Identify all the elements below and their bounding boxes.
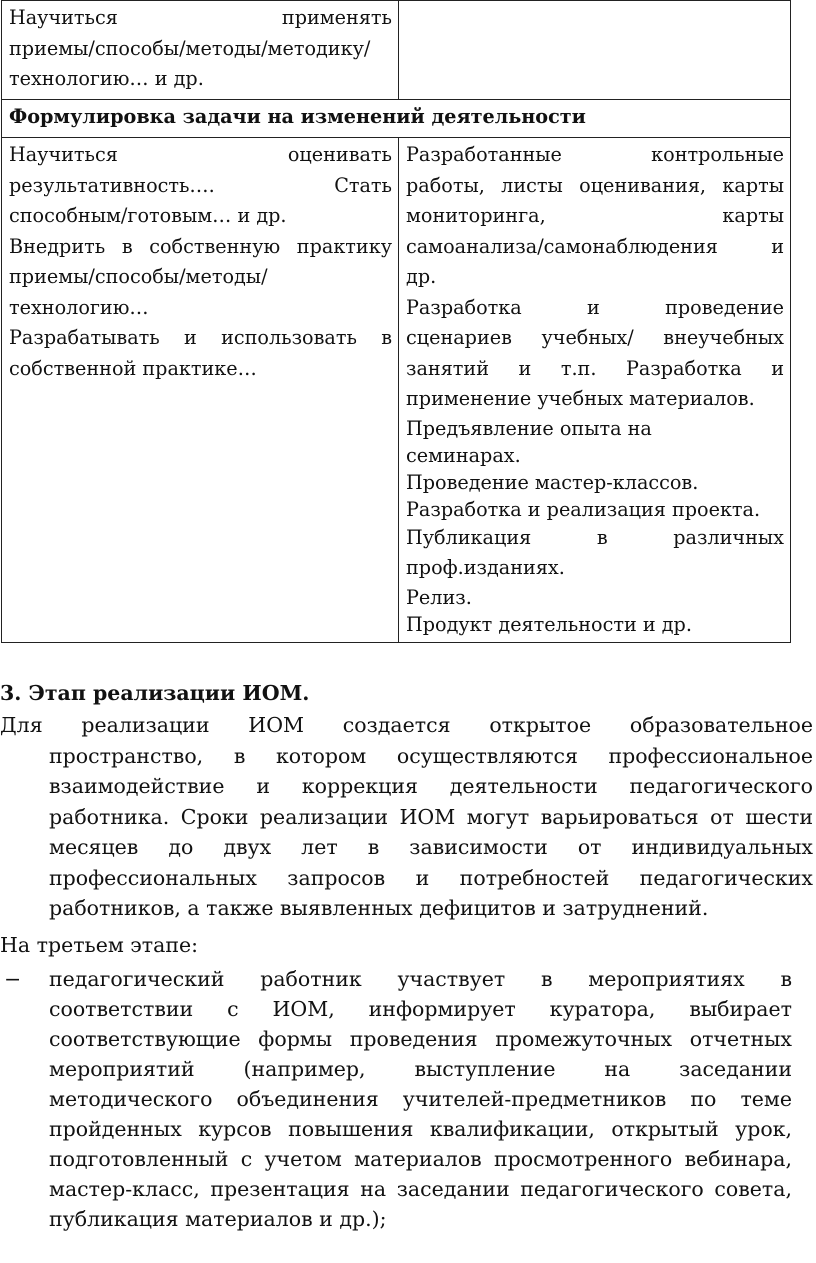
paragraph-line: месяцев до двух лет в зависимости от индивидуальных bbox=[49, 835, 813, 859]
paragraph-line: профессиональных запросов и потребностей педагогических bbox=[49, 865, 813, 890]
cell-line: Разработка и проведение bbox=[406, 295, 784, 319]
cell-line: собственной практике… bbox=[9, 356, 257, 380]
table-header-row bbox=[2, 100, 791, 138]
section-title: 3. Этап реализации ИОМ. bbox=[0, 681, 310, 705]
cell-line: результативность…. Стать bbox=[9, 173, 392, 197]
paragraph-line: работника. Сроки реализации ИОМ могут варьироваться от шести bbox=[49, 804, 813, 829]
stage-intro: На третьем этапе: bbox=[0, 933, 199, 957]
cell-line: Проведение мастер-классов. bbox=[406, 470, 699, 494]
cell-line: сценариев учебных/ внеучебных bbox=[406, 326, 784, 349]
paragraph-line: взаимодействие и коррекция деятельности педагогического bbox=[49, 774, 813, 798]
cell-line: технологию… и др. bbox=[9, 67, 204, 90]
cell-line: Продукт деятельности и др. bbox=[406, 612, 692, 636]
cell-line: занятий и т.п. Разработка и bbox=[406, 356, 784, 380]
bullet-line: пройденных курсов повышения квалификации, открытый урок, bbox=[49, 1117, 792, 1141]
cell-line: семинарах. bbox=[406, 443, 521, 467]
table-row bbox=[2, 1, 791, 100]
bullet-line: педагогический работник участвует в мероприятиях в bbox=[49, 967, 792, 991]
cell-line: Разрабатывать и использовать в bbox=[9, 326, 392, 349]
row2-right-cell bbox=[399, 138, 791, 643]
cell-line: технологию… bbox=[9, 295, 149, 319]
task-table bbox=[1, 0, 791, 643]
bullet-line: публикация материалов и др.); bbox=[49, 1207, 387, 1231]
cell-line: Внедрить в собственную практику bbox=[9, 234, 392, 258]
paragraph-realization bbox=[0, 710, 813, 924]
paragraph-line: Для реализации ИОМ создается открытое образовательное bbox=[0, 713, 813, 737]
cell-line: Научиться применять bbox=[9, 6, 392, 29]
cell-line: Научиться оценивать bbox=[9, 143, 392, 166]
paragraph-line: пространство, в котором осуществляются профессиональное bbox=[49, 743, 813, 768]
bullet-dash: − bbox=[4, 967, 22, 991]
row1-right-cell bbox=[399, 1, 791, 100]
cell-line: Релиз. bbox=[406, 585, 472, 609]
paragraph-line: работников, а также выявленных дефицитов и затруднений. bbox=[49, 896, 709, 920]
cell-line: Разработка и реализация проекта. bbox=[406, 497, 761, 521]
bullet-line: соответствующие формы проведения промежуточных отчетных bbox=[49, 1027, 792, 1051]
cell-line: приемы/способы/методы/ bbox=[9, 265, 268, 288]
cell-line: приемы/способы/методы/методику/ bbox=[9, 36, 371, 60]
cell-line: Публикация в различных bbox=[406, 525, 784, 549]
bullet-line: методического объединения учителей-предметников по теме bbox=[49, 1087, 792, 1111]
cell-line: Предъявление опыта на bbox=[406, 416, 652, 440]
row1-left-cell bbox=[2, 1, 399, 100]
cell-line: проф.изданиях. bbox=[406, 556, 565, 579]
cell-line: мониторинга, карты bbox=[406, 204, 784, 227]
bullet-line: подготовленный с учетом материалов просмотренного вебинара, bbox=[49, 1147, 792, 1171]
bullet-line: мероприятий (например, выступление на заседании bbox=[49, 1057, 792, 1081]
row2-left-cell bbox=[2, 138, 399, 643]
cell-line: Разработанные контрольные bbox=[406, 143, 784, 166]
bullet-line: соответствии с ИОМ, информирует куратора, выбирает bbox=[49, 997, 792, 1021]
cell-line: др. bbox=[406, 265, 437, 288]
cell-line: самоанализа/самонаблюдения и bbox=[406, 234, 784, 258]
table-row bbox=[2, 138, 791, 643]
cell-line: способным/готовым… и др. bbox=[9, 204, 287, 227]
task-header: Формулировка задачи на изменений деятельности bbox=[2, 100, 791, 138]
cell-line: применение учебных материалов. bbox=[406, 387, 755, 410]
bullet-item bbox=[49, 964, 792, 1234]
bullet-line: мастер-класс, презентация на заседании педагогического совета, bbox=[49, 1177, 792, 1201]
cell-line: работы, листы оценивания, карты bbox=[406, 173, 784, 197]
